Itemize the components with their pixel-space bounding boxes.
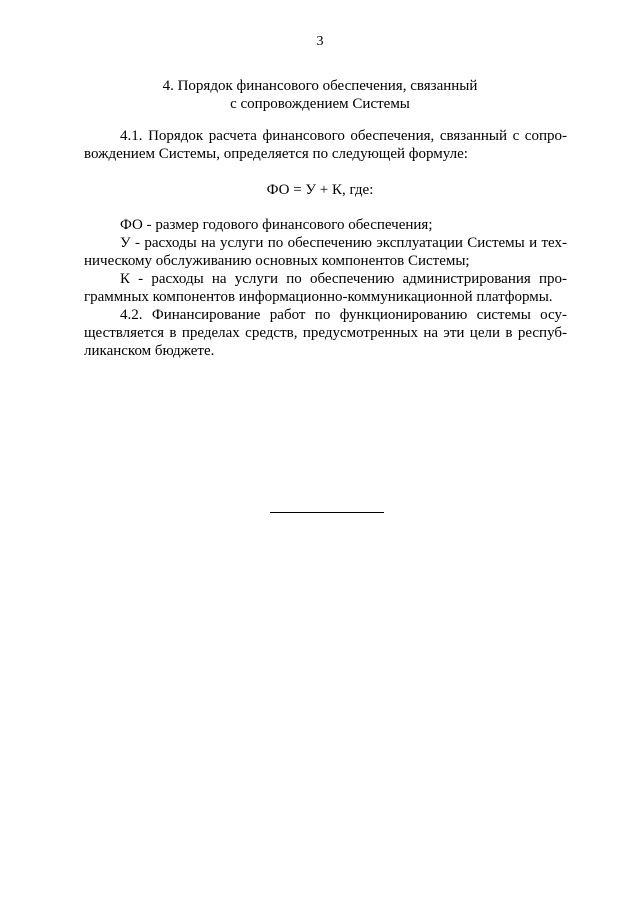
definition-fo: ФО - размер годового финансового обеспечения; bbox=[120, 217, 433, 233]
paragraph-4-2-line-1: 4.2. Финансирование работ по функционированию системы осу- bbox=[120, 307, 567, 323]
page-number: 3 bbox=[316, 34, 324, 49]
paragraph-4-1 bbox=[84, 127, 567, 163]
paragraph-4-2-line-3: ликанском бюджете. bbox=[84, 343, 215, 359]
section-heading bbox=[0, 77, 640, 113]
section-heading-line-2: с сопровождением Системы bbox=[230, 96, 410, 112]
definition-u-line-2: ническому обслуживанию основных компонентов Системы; bbox=[84, 253, 470, 269]
section-heading-line-1: 4. Порядок финансового обеспечения, связанный bbox=[162, 78, 478, 94]
paragraph-4-1-line-1: 4.1. Порядок расчета финансового обеспечения, связанный с сопро- bbox=[120, 128, 567, 144]
formula: ФО = У + К, где: bbox=[266, 182, 374, 198]
definition-u-line-1: У - расходы на услуги по обеспечению эксплуатации Системы и тех- bbox=[120, 235, 567, 251]
paragraph-4-2-line-2: ществляется в пределах средств, предусмотренных на эти цели в респуб- bbox=[84, 325, 567, 341]
definition-k-line-2: граммных компонентов информационно-коммуникационной платформы. bbox=[84, 289, 553, 305]
definitions-block bbox=[84, 216, 567, 360]
paragraph-4-1-line-2: вождением Системы, определяется по следующей формуле: bbox=[84, 146, 468, 162]
definition-k-line-1: К - расходы на услуги по обеспечению администрирования про- bbox=[120, 271, 567, 287]
end-divider-line bbox=[270, 512, 384, 513]
